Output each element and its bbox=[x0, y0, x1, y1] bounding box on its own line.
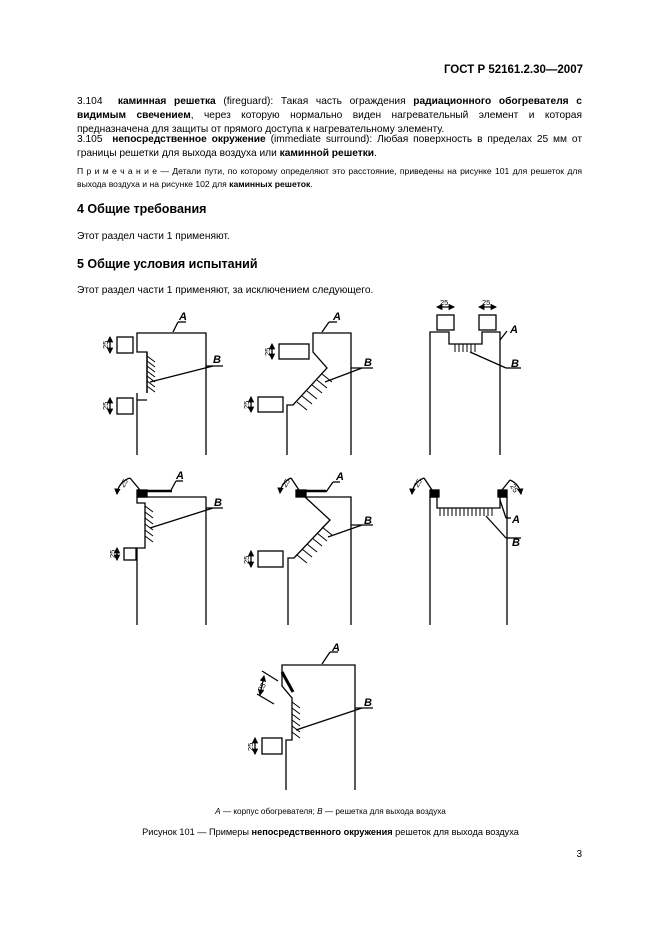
label-a-4: A bbox=[176, 470, 184, 482]
def-text-end: , через которую нормально виден нагревательный элемент и которая предназначена для защиты от прямого доступа к нагревательному элементу. bbox=[77, 110, 582, 135]
label-a-6: A bbox=[512, 514, 520, 526]
label-a-1: A bbox=[179, 311, 187, 323]
diagram-2 bbox=[251, 322, 373, 455]
section-4-text: Этот раздел части 1 применяют. bbox=[77, 231, 230, 242]
dim-3a: 25 bbox=[440, 298, 449, 307]
section-5-title: 5 Общие условия испытаний bbox=[77, 257, 258, 271]
diagram-4 bbox=[117, 478, 223, 625]
label-b-1: B bbox=[213, 354, 221, 366]
diagram-7 bbox=[255, 652, 373, 790]
def-term: непосредственное окружение bbox=[112, 134, 266, 145]
label-a-2: A bbox=[333, 311, 341, 323]
note-bold: каминных решеток bbox=[229, 178, 311, 189]
figure-caption bbox=[0, 827, 661, 837]
label-a-7: A bbox=[332, 642, 340, 654]
diagram-1 bbox=[110, 322, 223, 455]
dim-7b: 25 bbox=[246, 742, 255, 751]
label-b-6: B bbox=[512, 537, 520, 549]
legend-a: A bbox=[215, 807, 221, 816]
dim-1b: 25 bbox=[101, 401, 110, 410]
label-b-7: B bbox=[364, 697, 372, 709]
legend-b-text: — решетка для выхода воздуха bbox=[322, 807, 446, 816]
legend-a-text: — корпус обогревателя; bbox=[220, 807, 318, 816]
def-number: 3.104 bbox=[77, 96, 103, 107]
note-label: П р и м е ч а н и е bbox=[77, 166, 158, 176]
diagram-6 bbox=[412, 478, 521, 625]
section-5-text: Этот раздел части 1 применяют, за исключением следующего. bbox=[77, 285, 374, 296]
dim-6b: 25 bbox=[508, 482, 521, 495]
label-b-4: B bbox=[214, 497, 222, 509]
dim-4a: 25 bbox=[117, 477, 130, 489]
dim-2b: 25 bbox=[242, 400, 251, 409]
page-number: 3 bbox=[576, 849, 582, 860]
dim-4b: 25 bbox=[108, 549, 117, 558]
def-text: Такая часть ограждения bbox=[273, 96, 414, 107]
dim-3b: 25 bbox=[482, 298, 491, 307]
def-term-en: (immediate surround): bbox=[270, 134, 373, 145]
label-b-3: B bbox=[511, 358, 519, 370]
label-b-2: B bbox=[364, 357, 372, 369]
label-a-5: A bbox=[336, 471, 344, 483]
def-bold-term: радиационного обогревателя с видимым свечением bbox=[77, 96, 582, 121]
caption-bold: непосредственного окружения bbox=[251, 827, 393, 837]
section-4-title: 4 Общие требования bbox=[77, 202, 207, 216]
dim-5a: 25 bbox=[279, 477, 292, 489]
def-number: 3.105 bbox=[77, 134, 103, 145]
caption-text: Рисунок 101 — Примеры bbox=[142, 827, 252, 837]
def-text: Любая поверхность в пределах 25 мм от границы решетки для выхода воздуха или bbox=[77, 134, 582, 159]
def-term: каминная решетка bbox=[117, 96, 216, 107]
note-text-end: . bbox=[310, 178, 313, 189]
legend-b: B bbox=[317, 807, 323, 816]
caption-text-end: решеток для выхода воздуха bbox=[392, 827, 519, 837]
dim-5b: 25 bbox=[242, 555, 251, 564]
dim-6a: 25 bbox=[411, 477, 424, 489]
def-term-en: (fireguard): bbox=[223, 96, 274, 107]
document-code: ГОСТ Р 52161.2.30—2007 bbox=[443, 64, 583, 76]
dim-7a: 25 bbox=[255, 681, 268, 693]
label-a-3: A bbox=[510, 324, 518, 336]
def-text-end: . bbox=[374, 148, 377, 159]
figure-legend bbox=[0, 807, 661, 816]
dim-1a: 25 bbox=[101, 340, 110, 349]
dim-2a: 25 bbox=[263, 347, 272, 356]
label-b-5: B bbox=[364, 515, 372, 527]
def-bold-term: каминной решетки bbox=[279, 148, 375, 159]
diagram-5 bbox=[251, 478, 373, 625]
diagram-3 bbox=[430, 307, 521, 455]
note-text: — Детали пути, по которому определяют это расстояние, приведены на рисунке 101 для решеток для выхода воздуха и на рисунке 102 для bbox=[77, 166, 582, 189]
